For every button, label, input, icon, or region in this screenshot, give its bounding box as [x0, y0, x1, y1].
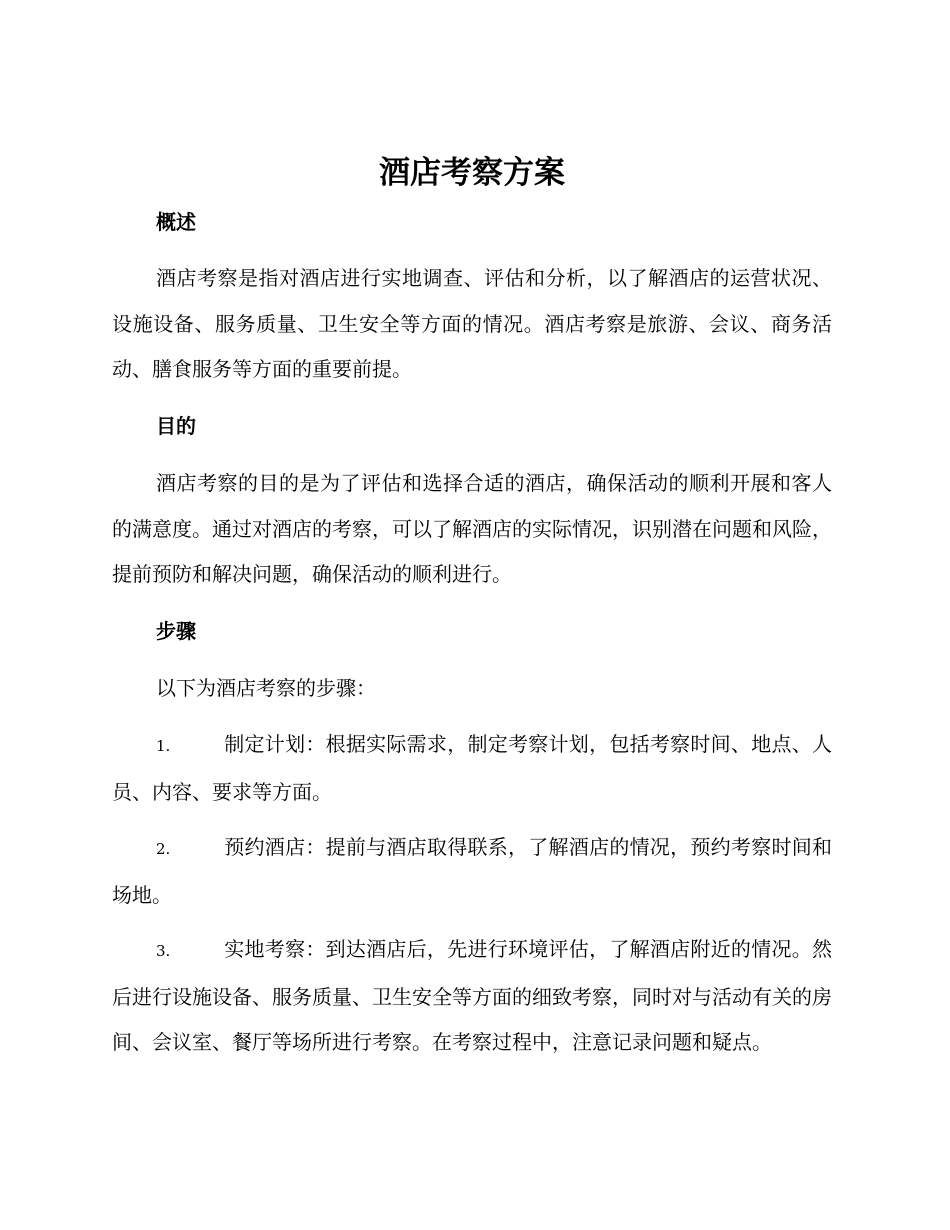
- step-text: 制定计划：根据实际需求，制定考察计划，包括考察时间、地点、人员、内容、要求等方面。: [112, 732, 832, 804]
- step-number: 2.: [156, 840, 171, 858]
- step-item-3: [112, 927, 832, 1066]
- step-text: 实地考察：到达酒店后，先进行环境评估，了解酒店附近的情况。然后进行设施设备、服务质量、卫生安全等方面的细致考察，同时对与活动有关的房间、会议室、餐厅等场所进行考察。在考察过程中，注意记录问题和疑点。: [112, 937, 832, 1054]
- section-heading-overview: 概述: [156, 210, 196, 234]
- section-heading-steps: 步骤: [156, 619, 196, 643]
- purpose-paragraph: 酒店考察的目的是为了评估和选择合适的酒店，确保活动的顺利开展和客人的满意度。通过对酒店的考察，可以了解酒店的实际情况，识别潜在问题和风险，提前预防和解决问题，确保活动的顺利进行。: [112, 471, 832, 586]
- section-heading-purpose: 目的: [156, 414, 196, 438]
- step-item-1: [112, 722, 832, 815]
- step-number: 3.: [156, 942, 171, 960]
- steps-intro: 以下为酒店考察的步骤：: [156, 676, 376, 700]
- overview-paragraph: 酒店考察是指对酒店进行实地调查、评估和分析，以了解酒店的运营状况、设施设备、服务质量、卫生安全等方面的情况。酒店考察是旅游、会议、商务活动、膳食服务等方面的重要前提。: [112, 266, 832, 381]
- document-title: 酒店考察方案: [379, 155, 565, 191]
- step-item-2: [112, 825, 832, 918]
- step-text: 预约酒店：提前与酒店取得联系，了解酒店的情况，预约考察时间和场地。: [112, 835, 832, 907]
- step-number: 1.: [156, 737, 171, 755]
